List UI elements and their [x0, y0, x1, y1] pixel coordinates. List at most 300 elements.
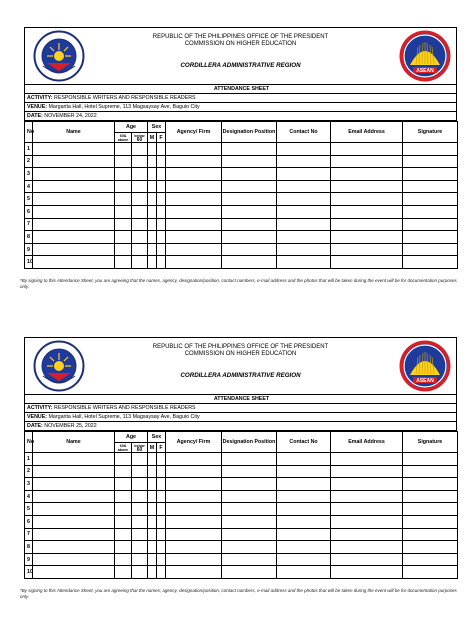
- table-cell[interactable]: [166, 553, 222, 566]
- table-cell[interactable]: [148, 143, 157, 156]
- table-cell[interactable]: [403, 143, 458, 156]
- table-row: [25, 256, 458, 269]
- header-region: CORDILLERA ADMINISTRATIVE REGION: [180, 62, 301, 69]
- table-cell[interactable]: [132, 478, 148, 491]
- table-cell[interactable]: [157, 256, 166, 269]
- table-cell[interactable]: [222, 231, 277, 244]
- age-below-label: below: [134, 133, 145, 138]
- table-cell[interactable]: [33, 515, 115, 528]
- table-cell[interactable]: [166, 515, 222, 528]
- table-cell[interactable]: [33, 205, 115, 218]
- table-cell[interactable]: [277, 478, 331, 491]
- table-cell[interactable]: [115, 528, 132, 541]
- table-cell[interactable]: [132, 490, 148, 503]
- table-cell[interactable]: [115, 566, 132, 579]
- activity-label: ACTIVITY:: [27, 95, 53, 101]
- table-cell[interactable]: [132, 231, 148, 244]
- table-row: [25, 490, 458, 503]
- asean-logo-icon: [398, 29, 452, 83]
- table-row: [25, 478, 458, 491]
- table-cell[interactable]: [115, 205, 132, 218]
- table-cell[interactable]: [132, 205, 148, 218]
- footnote-1: *By signing to this Attendance Sheet, you are agreeing that the names, agency, designation/position, contact numbers, e-mail address and the photos that will be taken during the event will be for documentation purposes only.: [20, 278, 457, 289]
- table-cell[interactable]: [132, 453, 148, 466]
- table-cell[interactable]: [33, 478, 115, 491]
- table-row: [25, 528, 458, 541]
- table-cell[interactable]: [157, 155, 166, 168]
- table-cell[interactable]: [115, 155, 132, 168]
- table-cell[interactable]: [157, 528, 166, 541]
- col-header-age-below-60: [132, 443, 148, 453]
- age-below-label: below: [134, 443, 145, 448]
- row-number: 6: [25, 515, 33, 528]
- col-header-name: Name: [33, 432, 115, 453]
- table-row: [25, 231, 458, 244]
- table-cell[interactable]: [148, 218, 157, 231]
- table-cell[interactable]: [403, 553, 458, 566]
- table-cell[interactable]: [157, 168, 166, 181]
- table-cell[interactable]: [157, 490, 166, 503]
- table-cell[interactable]: [277, 541, 331, 554]
- col-header-agency: Agency/ Firm: [166, 432, 222, 453]
- table-cell[interactable]: [403, 231, 458, 244]
- table-cell[interactable]: [148, 256, 157, 269]
- table-cell[interactable]: [115, 478, 132, 491]
- table-cell[interactable]: [148, 168, 157, 181]
- table-cell[interactable]: [331, 231, 403, 244]
- table-cell[interactable]: [33, 155, 115, 168]
- table-cell[interactable]: [132, 256, 148, 269]
- row-number: 10: [25, 256, 33, 269]
- table-cell[interactable]: [277, 515, 331, 528]
- table-cell[interactable]: [403, 256, 458, 269]
- table-cell[interactable]: [132, 503, 148, 516]
- table-cell[interactable]: [115, 553, 132, 566]
- row-number: 10: [25, 566, 33, 579]
- row-number: 7: [25, 528, 33, 541]
- table-cell[interactable]: [115, 231, 132, 244]
- table-cell[interactable]: [222, 528, 277, 541]
- table-cell[interactable]: [222, 553, 277, 566]
- table-cell[interactable]: [148, 541, 157, 554]
- header-line-2: COMMISSION ON HIGHER EDUCATION: [184, 351, 297, 357]
- row-number: 8: [25, 541, 33, 554]
- table-cell[interactable]: [277, 256, 331, 269]
- table-cell[interactable]: [277, 218, 331, 231]
- table-cell[interactable]: [33, 503, 115, 516]
- col-header-agency: Agency/ Firm: [166, 122, 222, 143]
- table-cell[interactable]: [157, 515, 166, 528]
- table-cell[interactable]: [222, 180, 277, 193]
- table-cell[interactable]: [115, 490, 132, 503]
- table-row: [25, 168, 458, 181]
- table-cell[interactable]: [157, 231, 166, 244]
- table-cell[interactable]: [166, 168, 222, 181]
- table-cell[interactable]: [132, 541, 148, 554]
- sheet-header: [24, 337, 457, 395]
- table-cell[interactable]: [331, 566, 403, 579]
- table-cell[interactable]: [166, 503, 222, 516]
- table-cell[interactable]: [115, 243, 132, 256]
- table-cell[interactable]: [331, 218, 403, 231]
- table-cell[interactable]: [115, 541, 132, 554]
- table-cell[interactable]: [222, 205, 277, 218]
- table-cell[interactable]: [403, 205, 458, 218]
- table-cell[interactable]: [222, 541, 277, 554]
- table-cell[interactable]: [331, 528, 403, 541]
- table-cell[interactable]: [277, 231, 331, 244]
- date-value: NOVEMBER 25, 2022: [44, 423, 97, 429]
- table-row: [25, 453, 458, 466]
- table-cell[interactable]: [277, 205, 331, 218]
- table-row: [25, 503, 458, 516]
- table-cell[interactable]: [403, 453, 458, 466]
- table-cell[interactable]: [157, 566, 166, 579]
- table-cell[interactable]: [33, 256, 115, 269]
- row-number: 1: [25, 453, 33, 466]
- table-cell[interactable]: [222, 478, 277, 491]
- table-cell[interactable]: [331, 168, 403, 181]
- table-cell[interactable]: [277, 180, 331, 193]
- table-row: [25, 515, 458, 528]
- col-header-sex: Sex: [148, 432, 166, 443]
- table-cell[interactable]: [166, 478, 222, 491]
- table-cell[interactable]: [331, 503, 403, 516]
- table-row: [25, 205, 458, 218]
- row-number: 3: [25, 168, 33, 181]
- col-header-contact: Contact No: [277, 122, 331, 143]
- row-number: 6: [25, 205, 33, 218]
- table-cell[interactable]: [148, 155, 157, 168]
- table-cell[interactable]: [33, 180, 115, 193]
- date-label: DATE:: [27, 113, 43, 119]
- table-cell[interactable]: [132, 465, 148, 478]
- table-row: [25, 180, 458, 193]
- table-cell[interactable]: [157, 180, 166, 193]
- table-cell[interactable]: [403, 155, 458, 168]
- sheet-header: [24, 27, 457, 85]
- table-cell[interactable]: [132, 528, 148, 541]
- venue-label: VENUE:: [27, 104, 48, 110]
- table-row: [25, 218, 458, 231]
- table-cell[interactable]: [166, 243, 222, 256]
- row-number: 5: [25, 503, 33, 516]
- table-cell[interactable]: [148, 180, 157, 193]
- venue-value: Margarita Hall, Hotel Supreme, 113 Magsaysay Ave, Baguio City: [48, 104, 200, 110]
- table-cell[interactable]: [222, 465, 277, 478]
- date-row: [24, 112, 457, 121]
- table-row: [25, 465, 458, 478]
- col-header-signature: Signature: [403, 432, 458, 453]
- table-cell[interactable]: [331, 193, 403, 206]
- table-row: [25, 553, 458, 566]
- table-cell[interactable]: [166, 205, 222, 218]
- table-cell[interactable]: [277, 465, 331, 478]
- table-cell[interactable]: [132, 155, 148, 168]
- attendance-sheet-1: [24, 27, 457, 269]
- table-row: [25, 566, 458, 579]
- table-cell[interactable]: [222, 566, 277, 579]
- table-cell[interactable]: [115, 503, 132, 516]
- table-cell[interactable]: [148, 205, 157, 218]
- table-cell[interactable]: [33, 231, 115, 244]
- col-header-designation: Designation Position: [222, 432, 277, 453]
- table-cell[interactable]: [222, 256, 277, 269]
- table-cell[interactable]: [148, 193, 157, 206]
- table-cell[interactable]: [222, 218, 277, 231]
- table-cell[interactable]: [331, 478, 403, 491]
- venue-value: Margarita Hall, Hotel Supreme, 113 Magsaysay Ave, Baguio City: [48, 414, 200, 420]
- table-cell[interactable]: [33, 143, 115, 156]
- table-cell[interactable]: [132, 218, 148, 231]
- table-cell[interactable]: [331, 243, 403, 256]
- table-cell[interactable]: [277, 453, 331, 466]
- table-cell[interactable]: [277, 490, 331, 503]
- table-cell[interactable]: [115, 465, 132, 478]
- table-cell[interactable]: [331, 180, 403, 193]
- table-cell[interactable]: [166, 465, 222, 478]
- row-number: 2: [25, 155, 33, 168]
- header-region: CORDILLERA ADMINISTRATIVE REGION: [180, 372, 301, 379]
- table-cell[interactable]: [403, 243, 458, 256]
- table-cell[interactable]: [115, 193, 132, 206]
- table-cell[interactable]: [222, 243, 277, 256]
- row-number: 3: [25, 478, 33, 491]
- table-cell[interactable]: [33, 193, 115, 206]
- table-cell[interactable]: [157, 143, 166, 156]
- col-header-email: Email Address: [331, 432, 403, 453]
- row-number: 9: [25, 553, 33, 566]
- table-cell[interactable]: [403, 478, 458, 491]
- table-cell[interactable]: [33, 541, 115, 554]
- activity-row: [24, 94, 457, 103]
- table-cell[interactable]: [166, 180, 222, 193]
- table-row: [25, 243, 458, 256]
- table-cell[interactable]: [115, 168, 132, 181]
- table-cell[interactable]: [148, 478, 157, 491]
- row-number: 9: [25, 243, 33, 256]
- table-row: [25, 155, 458, 168]
- table-cell[interactable]: [157, 193, 166, 206]
- table-cell[interactable]: [222, 453, 277, 466]
- table-cell[interactable]: [277, 528, 331, 541]
- sheet-title: ATTENDANCE SHEET: [24, 395, 457, 404]
- table-cell[interactable]: [277, 566, 331, 579]
- table-cell[interactable]: [132, 553, 148, 566]
- table-cell[interactable]: [277, 503, 331, 516]
- table-cell[interactable]: [222, 193, 277, 206]
- table-row: [25, 193, 458, 206]
- table-cell[interactable]: [132, 168, 148, 181]
- table-cell[interactable]: [132, 243, 148, 256]
- table-cell[interactable]: [277, 155, 331, 168]
- table-cell[interactable]: [166, 566, 222, 579]
- asean-logo-text: ASEAN: [416, 378, 434, 384]
- table-cell[interactable]: [403, 180, 458, 193]
- table-cell[interactable]: [331, 453, 403, 466]
- table-row: [25, 541, 458, 554]
- table-cell[interactable]: [157, 243, 166, 256]
- table-cell[interactable]: [166, 155, 222, 168]
- table-cell[interactable]: [148, 453, 157, 466]
- col-header-contact: Contact No: [277, 432, 331, 453]
- table-cell[interactable]: [331, 541, 403, 554]
- table-cell[interactable]: [331, 205, 403, 218]
- table-cell[interactable]: [403, 490, 458, 503]
- header-line-1: REPUBLIC OF THE PHILIPPINES OFFICE OF THE PRESIDENT: [152, 344, 329, 350]
- table-cell[interactable]: [115, 453, 132, 466]
- table-cell[interactable]: [157, 541, 166, 554]
- table-cell[interactable]: [148, 465, 157, 478]
- table-cell[interactable]: [277, 143, 331, 156]
- col-header-designation: Designation Position: [222, 122, 277, 143]
- table-cell[interactable]: [222, 168, 277, 181]
- table-cell[interactable]: [148, 231, 157, 244]
- table-cell[interactable]: [403, 465, 458, 478]
- table-cell[interactable]: [403, 503, 458, 516]
- table-cell[interactable]: [132, 515, 148, 528]
- table-cell[interactable]: [157, 478, 166, 491]
- table-cell[interactable]: [222, 155, 277, 168]
- col-header-female: F: [157, 443, 166, 453]
- table-cell[interactable]: [166, 143, 222, 156]
- footnote-2: *By signing to this Attendance Sheet, you are agreeing that the names, agency, designation/position, contact numbers, e-mail address and the photos that will be taken during the event will be for documentation purposes only.: [20, 588, 457, 599]
- table-cell[interactable]: [222, 503, 277, 516]
- col-header-age-60-above: 60& above: [115, 443, 132, 453]
- row-number: 1: [25, 143, 33, 156]
- table-cell[interactable]: [166, 490, 222, 503]
- table-cell[interactable]: [403, 515, 458, 528]
- table-cell[interactable]: [148, 503, 157, 516]
- row-number: 8: [25, 231, 33, 244]
- table-cell[interactable]: [277, 168, 331, 181]
- table-cell[interactable]: [166, 231, 222, 244]
- table-cell[interactable]: [403, 528, 458, 541]
- table-cell[interactable]: [277, 243, 331, 256]
- table-cell[interactable]: [166, 218, 222, 231]
- table-cell[interactable]: [132, 193, 148, 206]
- table-cell[interactable]: [33, 453, 115, 466]
- table-cell[interactable]: [115, 180, 132, 193]
- asean-logo-icon: [398, 339, 452, 393]
- table-cell[interactable]: [33, 490, 115, 503]
- row-number: 4: [25, 180, 33, 193]
- table-cell[interactable]: [331, 143, 403, 156]
- attendance-table: [24, 431, 458, 579]
- activity-value: RESPONSIBLE WRITERS AND RESPONSIBLE READERS: [54, 405, 196, 411]
- header-line-1: REPUBLIC OF THE PHILIPPINES OFFICE OF THE PRESIDENT: [152, 34, 329, 40]
- table-cell[interactable]: [148, 553, 157, 566]
- table-cell[interactable]: [166, 256, 222, 269]
- table-cell[interactable]: [403, 193, 458, 206]
- table-cell[interactable]: [222, 143, 277, 156]
- col-header-email: Email Address: [331, 122, 403, 143]
- attendance-sheet-2: [24, 337, 457, 579]
- age-60-label: 60: [136, 446, 143, 453]
- venue-row: [24, 413, 457, 422]
- table-cell[interactable]: [331, 490, 403, 503]
- activity-row: [24, 404, 457, 413]
- table-cell[interactable]: [222, 515, 277, 528]
- col-header-female: F: [157, 133, 166, 143]
- date-label: DATE:: [27, 423, 43, 429]
- table-cell[interactable]: [157, 553, 166, 566]
- table-cell[interactable]: [115, 256, 132, 269]
- table-cell[interactable]: [157, 218, 166, 231]
- table-cell[interactable]: [148, 243, 157, 256]
- table-cell[interactable]: [115, 515, 132, 528]
- table-cell[interactable]: [277, 193, 331, 206]
- table-cell[interactable]: [331, 256, 403, 269]
- table-cell[interactable]: [148, 566, 157, 579]
- table-cell[interactable]: [33, 465, 115, 478]
- table-cell[interactable]: [222, 490, 277, 503]
- col-header-age-below-60: [132, 133, 148, 143]
- table-cell[interactable]: [331, 553, 403, 566]
- table-cell[interactable]: [166, 541, 222, 554]
- col-header-male: M: [148, 443, 157, 453]
- table-cell[interactable]: [166, 453, 222, 466]
- table-cell[interactable]: [148, 528, 157, 541]
- col-header-male: M: [148, 133, 157, 143]
- table-cell[interactable]: [33, 566, 115, 579]
- col-header-signature: Signature: [403, 122, 458, 143]
- table-cell[interactable]: [157, 465, 166, 478]
- table-cell[interactable]: [157, 205, 166, 218]
- col-header-age: Age: [115, 122, 148, 133]
- sheet-title: ATTENDANCE SHEET: [24, 85, 457, 94]
- table-cell[interactable]: [403, 541, 458, 554]
- table-row: [25, 143, 458, 156]
- table-cell[interactable]: [166, 528, 222, 541]
- table-cell[interactable]: [33, 528, 115, 541]
- table-cell[interactable]: [157, 453, 166, 466]
- table-cell[interactable]: [331, 155, 403, 168]
- table-cell[interactable]: [132, 180, 148, 193]
- header-line-2: COMMISSION ON HIGHER EDUCATION: [184, 41, 297, 47]
- row-number: 2: [25, 465, 33, 478]
- table-cell[interactable]: [331, 465, 403, 478]
- table-cell[interactable]: [403, 566, 458, 579]
- table-cell[interactable]: [403, 218, 458, 231]
- age-60-label: 60: [136, 136, 143, 143]
- table-cell[interactable]: [132, 143, 148, 156]
- table-cell[interactable]: [403, 168, 458, 181]
- table-cell[interactable]: [33, 243, 115, 256]
- table-body: [25, 143, 458, 269]
- table-cell[interactable]: [33, 218, 115, 231]
- activity-label: ACTIVITY:: [27, 405, 53, 411]
- table-cell[interactable]: [277, 553, 331, 566]
- table-body: [25, 453, 458, 579]
- table-cell[interactable]: [115, 143, 132, 156]
- row-number: 4: [25, 490, 33, 503]
- table-cell[interactable]: [33, 168, 115, 181]
- table-cell[interactable]: [132, 566, 148, 579]
- attendance-table: [24, 121, 458, 269]
- table-cell[interactable]: [157, 503, 166, 516]
- table-cell[interactable]: [148, 490, 157, 503]
- table-cell[interactable]: [331, 515, 403, 528]
- table-cell[interactable]: [33, 553, 115, 566]
- asean-logo-text: ASEAN: [416, 68, 434, 74]
- col-header-sex: Sex: [148, 122, 166, 133]
- col-header-age: Age: [115, 432, 148, 443]
- table-cell[interactable]: [115, 218, 132, 231]
- table-cell[interactable]: [148, 515, 157, 528]
- col-header-age-60-above: 60& above: [115, 133, 132, 143]
- table-cell[interactable]: [166, 193, 222, 206]
